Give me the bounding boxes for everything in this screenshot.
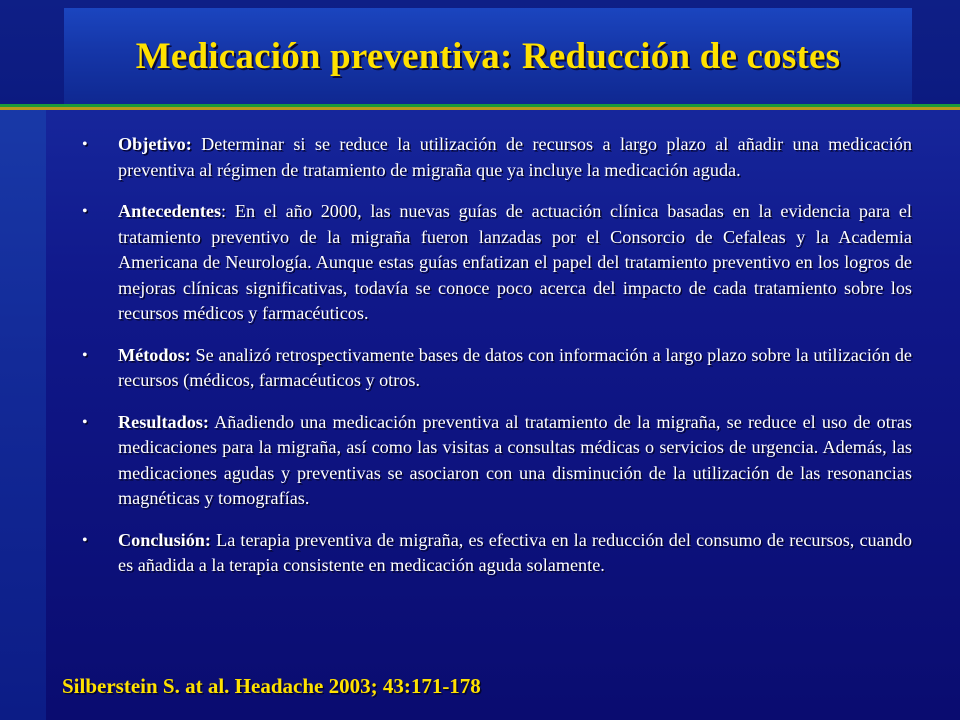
bullet-lead: Antecedentes [118,201,222,221]
bullet-lead: Objetivo: [118,134,192,154]
bullet-metodos [80,343,912,394]
bullet-list [80,132,912,595]
bullet-marker: • [82,346,88,364]
bullet-text: Determinar si se reduce la utilización de recursos a largo plazo al añadir una medicación preventiva al régimen de tratamiento de migraña que ya incluye la medicación aguda. [118,134,912,180]
bullet-lead: Resultados: [118,411,209,432]
bullet-marker: • [82,531,88,549]
slide-title: Medicación preventiva: Reducción de costes [135,35,841,77]
bullet-objetivo [80,132,912,183]
title-box [64,8,912,104]
bullet-text: : En el año 2000, las nuevas guías de actuación clínica basadas en la evidencia para el tratamiento preventivo de la migraña fueron lanzadas por el Consorcio de Cefaleas y la Academia Americana de Neurología. Aunque estas guías enfatizan el papel del tratamiento preventivo en los logros de mejoras clínicas significativas, todavía se conoce poco acerca del impacto de cada tratamiento sobre los recursos médicos y farmacéuticos. [118,201,912,323]
bullet-lead: Métodos: [118,344,191,365]
bullet-lead: Conclusión: [118,529,211,550]
bullet-resultados [80,410,912,512]
bullet-text: Se analizó retrospectivamente bases de datos con información a largo plazo sobre la utilización de recursos (médicos, farmacéuticos y otros. [118,344,912,390]
citation: Silberstein S. at al. Headache 2003; 43:171-178 [62,674,481,698]
title-rule-gold [0,107,960,110]
bullet-text: Añadiendo una medicación preventiva al tratamiento de la migraña, se reduce el uso de otras medicaciones para la migraña, así como las visitas a consultas médicas o servicios de urgencia. Además, las medicaciones agudas y preventivas se asociaron con una disminución de la utilización de las resonancias magnéticas y tomografías. [118,411,912,508]
bullet-text: La terapia preventiva de migraña, es efectiva en la reducción del consumo de recursos, cuando es añadida a la terapia consistente en medicación aguda solamente. [118,529,912,575]
bullet-antecedentes [80,199,912,327]
bullet-marker: • [82,136,88,153]
bullet-conclusion [80,528,912,579]
bullet-marker: • [82,413,88,431]
bullet-marker: • [82,203,88,220]
